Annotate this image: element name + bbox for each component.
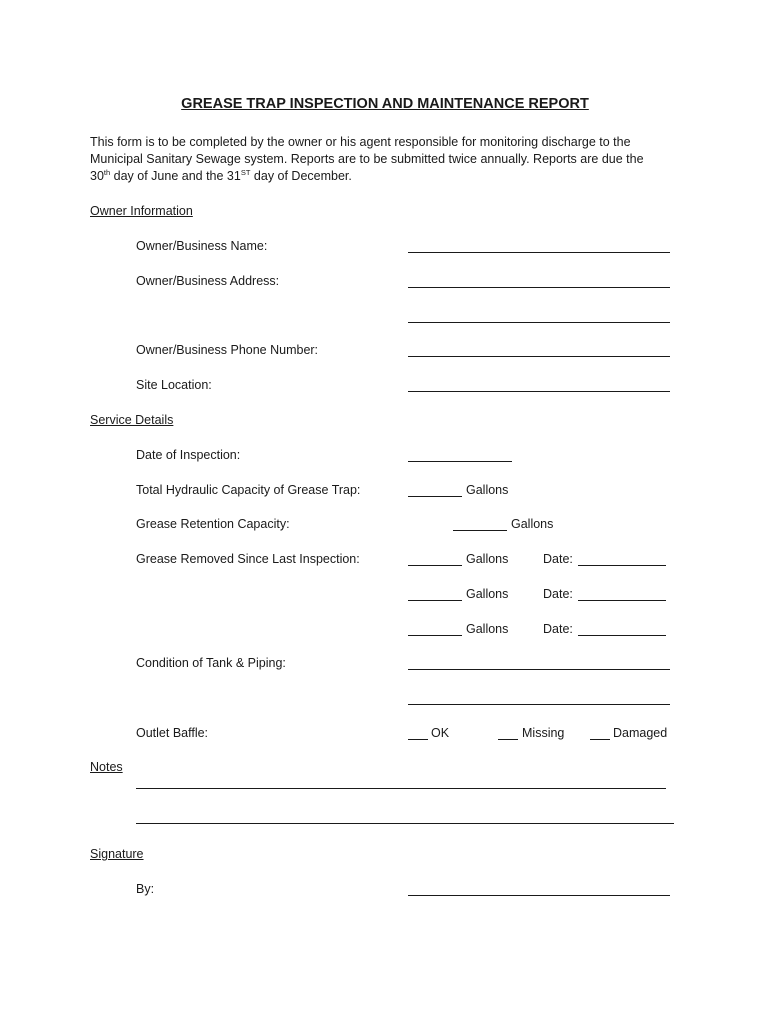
grease-removed-date-3[interactable] [578, 623, 666, 636]
grease-removed-gallons-1[interactable] [408, 553, 462, 566]
signature-heading: Signature [90, 847, 144, 861]
baffle-damaged-label: Damaged [613, 726, 668, 740]
signature-by-label: By: [136, 882, 155, 896]
intro-june-day: 30 [90, 169, 104, 183]
owner-address-label: Owner/Business Address: [136, 274, 280, 288]
owner-phone-label: Owner/Business Phone Number: [136, 343, 319, 357]
site-location-label: Site Location: [136, 378, 212, 392]
baffle-damaged-checkbox[interactable] [590, 727, 610, 740]
intro-december-suffix: ST [240, 167, 251, 177]
tank-condition-field-2[interactable] [408, 692, 670, 705]
baffle-ok-label: OK [431, 726, 450, 740]
intro-text-end: day of December. [250, 169, 352, 183]
notes-line-2[interactable] [136, 811, 674, 824]
grease-removed-gallons-2[interactable] [408, 588, 462, 601]
grease-removed-label: Grease Removed Since Last Inspection: [136, 552, 360, 566]
intro-line-2: Municipal Sanitary Sewage system. Reports are to be submitted twice annually. Reports are due the [90, 152, 644, 166]
intro-text-mid: day of June and the 31 [110, 169, 241, 183]
grease-removed-unit-2: Gallons [466, 587, 509, 601]
baffle-ok-checkbox[interactable] [408, 727, 428, 740]
grease-removed-date-label-3: Date: [543, 622, 573, 636]
baffle-missing-label: Missing [522, 726, 565, 740]
grease-removed-date-2[interactable] [578, 588, 666, 601]
intro-line-1: This form is to be completed by the owner or his agent responsible for monitoring discharge to the [90, 135, 631, 149]
hydraulic-capacity-unit: Gallons [466, 483, 509, 497]
owner-name-field[interactable] [408, 240, 670, 253]
owner-phone-field[interactable] [408, 344, 670, 357]
grease-removed-gallons-3[interactable] [408, 623, 462, 636]
service-details-heading: Service Details [90, 413, 174, 427]
retention-capacity-label: Grease Retention Capacity: [136, 517, 290, 531]
notes-heading: Notes [90, 760, 123, 774]
retention-capacity-unit: Gallons [511, 517, 554, 531]
grease-removed-unit-1: Gallons [466, 552, 509, 566]
hydraulic-capacity-label: Total Hydraulic Capacity of Grease Trap: [136, 483, 361, 497]
inspection-date-label: Date of Inspection: [136, 448, 241, 462]
tank-condition-label: Condition of Tank & Piping: [136, 656, 286, 670]
owner-address-field-2[interactable] [408, 310, 670, 323]
intro-june-suffix: th [103, 167, 111, 177]
intro-paragraph [90, 134, 690, 185]
tank-condition-field-1[interactable] [408, 657, 670, 670]
retention-capacity-field[interactable] [453, 518, 507, 531]
form-title: GREASE TRAP INSPECTION AND MAINTENANCE REPORT [181, 96, 589, 112]
grease-removed-date-label-2: Date: [543, 587, 573, 601]
grease-removed-unit-3: Gallons [466, 622, 509, 636]
signature-field[interactable] [408, 883, 670, 896]
inspection-date-field[interactable] [408, 449, 512, 462]
hydraulic-capacity-field[interactable] [408, 484, 462, 497]
owner-address-field-1[interactable] [408, 275, 670, 288]
intro-line-3 [90, 168, 690, 185]
owner-name-label: Owner/Business Name: [136, 239, 268, 253]
grease-removed-date-1[interactable] [578, 553, 666, 566]
notes-line-1[interactable] [136, 776, 666, 789]
owner-info-heading: Owner Information [90, 204, 193, 218]
outlet-baffle-label: Outlet Baffle: [136, 726, 209, 740]
grease-removed-date-label-1: Date: [543, 552, 573, 566]
baffle-missing-checkbox[interactable] [498, 727, 518, 740]
site-location-field[interactable] [408, 379, 670, 392]
